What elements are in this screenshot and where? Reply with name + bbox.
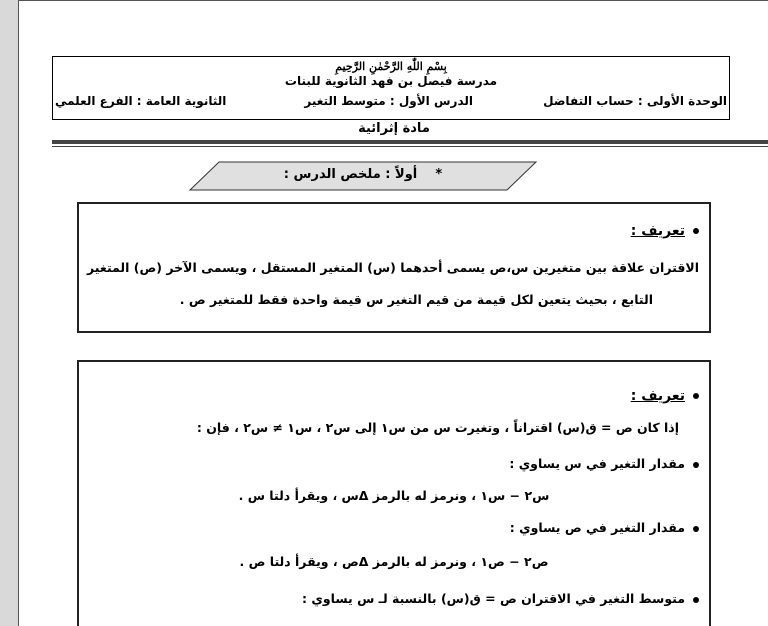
definition-line-1: الاقتران علاقة بين متغيرين س،ص يسمى أحدهما (س) المتغير المستقل ، ويسمى الآخر (ص) المتغير xyxy=(87,260,699,275)
lesson-label: الدرس الأول : متوسط التغير xyxy=(304,94,473,108)
header-info-row xyxy=(53,94,729,110)
definition-heading-2: تعريف : xyxy=(631,388,699,404)
average-change-item: متوسط التغير في الاقتران ص = ق(س) بالنسبة لـ س يساوي : xyxy=(302,591,699,606)
change-in-x-item: مقدار التغير في س يساوي : xyxy=(509,456,699,471)
header-divider-thin xyxy=(52,146,768,147)
change-in-y-item: مقدار التغير في ص يساوي : xyxy=(510,520,699,535)
change-in-y-formula: ص٢ − ص١ ، ونرمز له بالرمز Δص ، ويقرأ دلتا ص . xyxy=(239,554,549,569)
header-divider xyxy=(52,140,768,144)
subject-title: مادة إثرائية xyxy=(358,121,430,136)
change-in-x-formula: س٢ − س١ ، ونرمز له بالرمز Δس ، ويقرأ دلتا س . xyxy=(238,488,550,503)
stream-label: الثانوية العامة : الفرع العلمي xyxy=(55,94,227,108)
definition-heading-1: تعريف : xyxy=(631,223,699,239)
summary-banner xyxy=(189,161,537,191)
definition-box-2 xyxy=(77,360,711,626)
school-name: مدرسة فيصل بن فهد الثانوية للبنات xyxy=(284,74,498,88)
bullet-icon xyxy=(693,462,699,468)
bullet-icon xyxy=(693,526,699,532)
star-marker: * xyxy=(435,167,443,182)
bullet-icon xyxy=(693,228,699,234)
definition-line-2: التابع ، بحيث يتعين لكل قيمة من قيم التغير س قيمة واحدة فقط للمتغير ص . xyxy=(179,292,653,307)
bismillah: بِسْمِ اللّٰهِ الرَّحْمٰنِ الرَّحِيمِ xyxy=(335,60,447,73)
bullet-icon xyxy=(693,393,699,399)
condition-line: إذا كان ص = ق(س) اقتراناً ، وتغيرت س من س١ إلى س٢ ، س١ ≠ س٢ ، فإن : xyxy=(196,420,679,435)
definition-box-1 xyxy=(77,202,711,333)
bullet-icon xyxy=(693,597,699,603)
document-header xyxy=(52,56,730,120)
summary-heading xyxy=(189,167,537,182)
document-page xyxy=(18,0,768,626)
summary-title: أولاً : ملخص الدرس : xyxy=(283,167,418,182)
unit-label: الوحدة الأولى : حساب التفاضل xyxy=(543,94,727,108)
